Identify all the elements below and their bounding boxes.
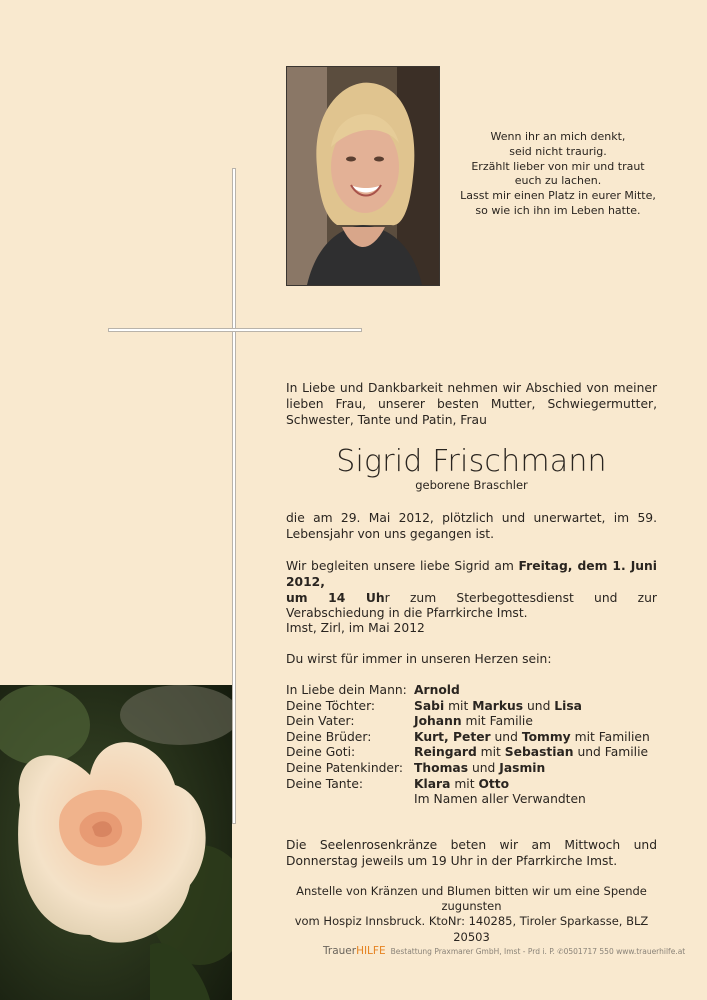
relative-names — [414, 745, 648, 761]
funeral-date: Freitag, dem 1. Juni 2012, — [286, 559, 657, 589]
funeral-text: Wir begleiten unsere liebe Sigrid am — [286, 559, 519, 573]
funeral-text: r zum Sterbegottesdienst und zur Verabschiedung in die Pfarrkirche Imst. — [286, 590, 657, 621]
intro-text: In Liebe und Dankbarkeit nehmen wir Abschied von meiner lieben Frau, unserer besten Mutter, Schwiegermutter, Schwester, Tante und Patin, Frau — [286, 381, 657, 427]
relative-connector: und — [468, 760, 500, 775]
relative-names — [414, 699, 582, 715]
donation-line: Anstelle von Kränzen und Blumen bitten wir um eine Spende zugunsten — [296, 884, 647, 914]
rose-image — [0, 685, 232, 1000]
poem-line: Lasst mir einen Platz in eurer Mitte, — [460, 189, 656, 203]
relatives-list — [286, 683, 657, 808]
relative-name: Sabi — [414, 698, 445, 713]
relative-name: Johann — [414, 714, 462, 729]
relative-name: Otto — [478, 776, 510, 791]
relative-connector: mit Familie — [461, 714, 533, 729]
relative-label: Deine Tante: — [286, 776, 364, 791]
poem-line: so wie ich ihn im Leben hatte. — [475, 203, 641, 217]
funeral-info — [286, 559, 657, 622]
death-notice-text: die am 29. Mai 2012, plötzlich und unerwartet, im 59. Lebensjahr von uns gegangen ist. — [286, 511, 657, 541]
relative-names — [414, 792, 586, 808]
relative-label: Deine Töchter: — [286, 698, 376, 713]
relative-label: Deine Goti: — [286, 745, 356, 760]
relative-row — [286, 761, 657, 777]
relative-names — [414, 777, 509, 793]
relative-name: Klara — [414, 776, 451, 791]
relative-name: Arnold — [414, 683, 460, 697]
relative-row — [286, 792, 657, 808]
poem-line: seid nicht traurig. — [509, 144, 607, 158]
relative-names — [414, 714, 533, 730]
relative-names — [414, 683, 460, 699]
poem-line: Wenn ihr an mich denkt, — [490, 130, 626, 143]
brand-part: HILFE — [356, 945, 386, 957]
donation-line: vom Hospiz Innsbruck. KtoNr: 140285, Tiroler Sparkasse, BLZ 20503 — [294, 914, 649, 944]
relative-row — [286, 683, 657, 699]
relative-name: Tommy — [521, 729, 571, 744]
relative-name: Jasmin — [499, 760, 546, 775]
relative-connector: Im Namen aller Verwandten — [414, 792, 586, 807]
relative-connector: mit Familien — [570, 729, 650, 744]
relative-label: In Liebe dein Mann: — [286, 683, 407, 697]
footer-text: Bestattung Praxmarer GmbH, Imst - Prd i. P. ✆0501717 550 www.trauerhilfe.at — [390, 946, 686, 956]
relative-row — [286, 745, 657, 761]
cross-vertical-bar — [232, 168, 236, 824]
relative-label: Dein Vater: — [286, 714, 355, 729]
relative-names — [414, 730, 650, 746]
poem-line: Erzählt lieber von mir und traut — [471, 159, 645, 173]
maiden-name: geborene Braschler — [415, 478, 528, 492]
relative-label — [286, 792, 414, 808]
relative-row — [286, 730, 657, 746]
place-date: Imst, Zirl, im Mai 2012 — [286, 621, 425, 635]
poem-line: euch zu lachen. — [514, 174, 602, 188]
relative-name: Reingard — [414, 745, 477, 760]
footer-brand — [323, 945, 386, 957]
relative-label: Deine Brüder: — [286, 729, 372, 744]
relative-name: Thomas — [414, 760, 469, 775]
portrait-photo — [286, 66, 440, 286]
relative-connector: und — [490, 729, 522, 744]
forever-line: Du wirst für immer in unseren Herzen sein: — [286, 652, 552, 666]
relative-row — [286, 777, 657, 793]
relative-row — [286, 699, 657, 715]
deceased-name: Sigrid Frischmann — [336, 444, 607, 479]
relative-connector: mit — [476, 745, 505, 760]
relative-connector: und — [523, 698, 555, 713]
relative-name: Sebastian — [504, 745, 574, 760]
brand-part: Trauer — [323, 945, 357, 957]
relative-connector: mit — [444, 698, 473, 713]
relative-name: Lisa — [554, 698, 582, 713]
rosary-info: Die Seelenrosenkränze beten wir am Mittwoch und Donnerstag jeweils um 19 Uhr in der Pfarrkirche Imst. — [286, 838, 657, 868]
relative-name: Kurt, Peter — [414, 729, 491, 744]
funeral-time: um 14 Uh — [286, 590, 385, 605]
relative-names — [414, 761, 545, 777]
relative-connector: und Familie — [573, 745, 649, 760]
relative-connector: mit — [450, 776, 479, 791]
cross-horizontal-bar — [108, 328, 362, 332]
memorial-poem — [458, 130, 658, 219]
footer — [320, 945, 686, 957]
relative-name: Markus — [472, 698, 524, 713]
relative-label: Deine Patenkinder: — [286, 760, 403, 775]
donation-info — [286, 884, 657, 945]
relative-row — [286, 714, 657, 730]
